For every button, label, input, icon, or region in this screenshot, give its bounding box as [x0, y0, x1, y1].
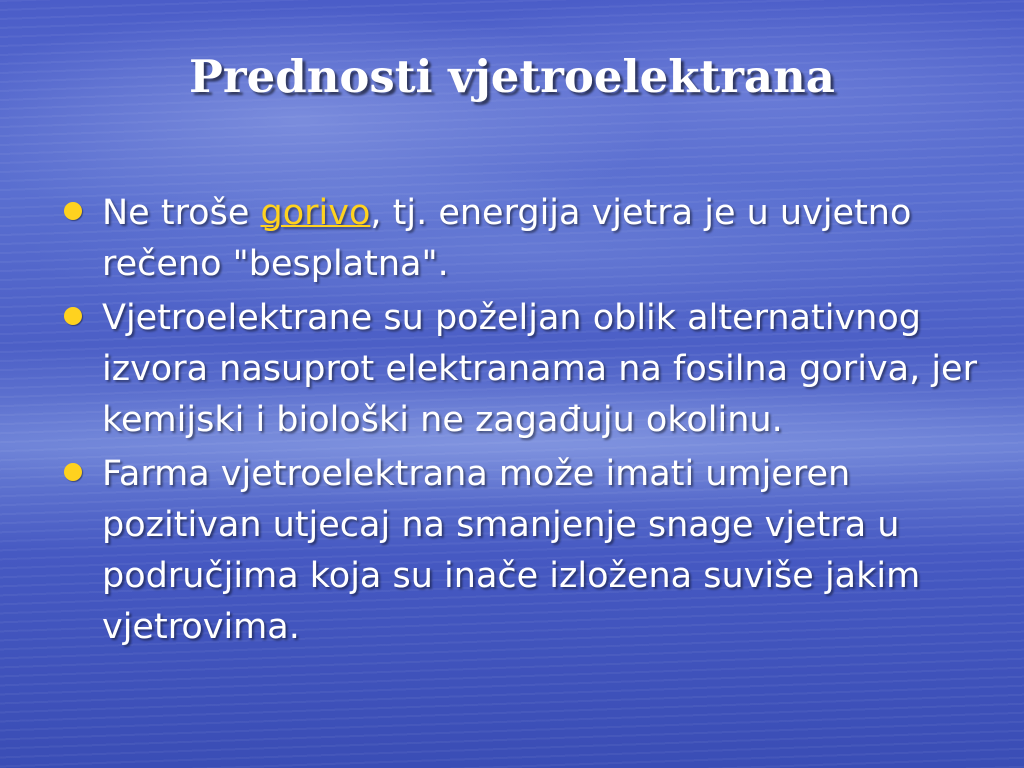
bullet-text-prefix: Ne troše: [102, 193, 261, 233]
bullet-item-wind-farm: [60, 449, 980, 653]
slide-title: Prednosti vjetroelektrana: [189, 50, 835, 103]
bullet-list: [60, 188, 980, 656]
bullet-text: Farma vjetroelektrana može imati umjeren pozitivan utjecaj na smanjenje snage vjetra u područjima koja su inače izložena suviše jakim vjetrovima.: [102, 454, 921, 647]
bullet-text-suffix: , tj. energija vjetra je u uvjetno rečeno "besplatna".: [102, 193, 912, 284]
bullet-dot-icon: [64, 307, 82, 325]
bullet-item-alternative: [60, 293, 980, 446]
bullet-text: Vjetroelektrane su poželjan oblik alternativnog izvora nasuprot elektranama na fosilna goriva, jer kemijski i biološki ne zagađuju okolinu.: [102, 298, 977, 440]
gorivo-link[interactable]: gorivo: [260, 193, 371, 233]
bullet-dot-icon: [64, 463, 82, 481]
bullet-dot-icon: [64, 202, 82, 220]
bullet-item-fuel: [60, 188, 980, 290]
